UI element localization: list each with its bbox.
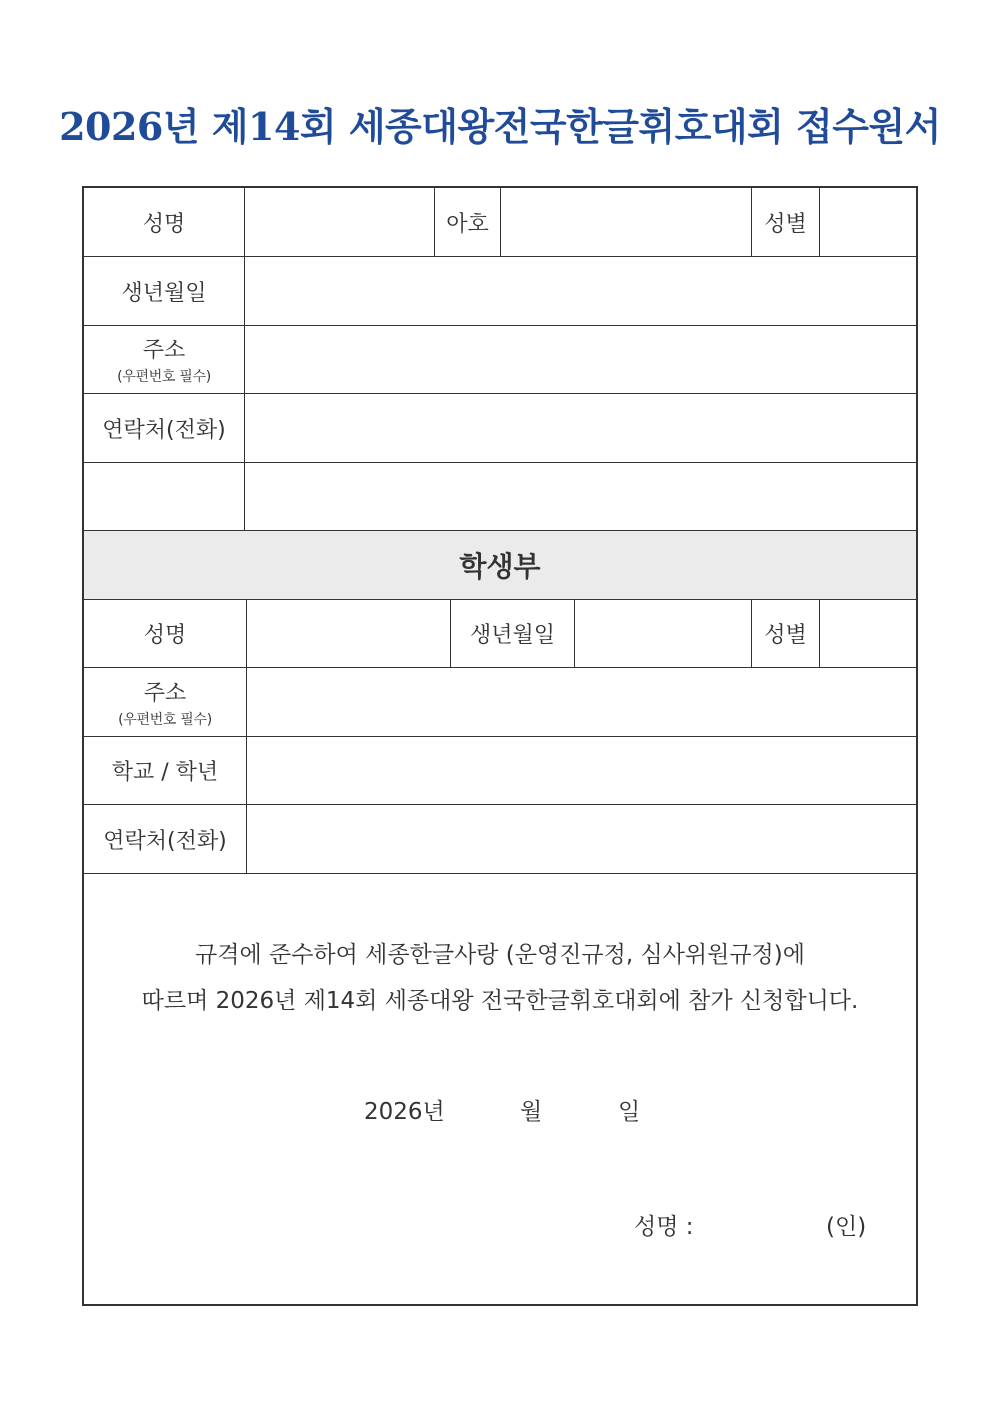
blank-label bbox=[84, 463, 244, 530]
address-label: 주소 bbox=[142, 338, 186, 363]
student-phone-field[interactable] bbox=[247, 805, 916, 873]
extra-field[interactable] bbox=[245, 463, 916, 530]
student-gender-field[interactable] bbox=[820, 600, 916, 667]
date-year: 2026년 bbox=[364, 1099, 445, 1125]
pledge-line-1: 규격에 준수하여 세종한글사랑 (운영진규정, 심사위원규정)에 bbox=[195, 942, 805, 968]
gender-label: 성별 bbox=[764, 211, 807, 237]
birth-label: 생년월일 bbox=[121, 280, 207, 306]
pen-name-field[interactable] bbox=[501, 188, 751, 256]
student-address-label-cell bbox=[84, 668, 246, 736]
student-section-title: 학생부 bbox=[84, 531, 916, 599]
date-month: 월 bbox=[520, 1099, 543, 1125]
student-name-field[interactable] bbox=[247, 600, 450, 667]
phone-field[interactable] bbox=[245, 394, 916, 462]
page-title: 2026년 제14회 세종대왕전국한글휘호대회 접수원서 bbox=[59, 104, 941, 149]
pen-name-label: 아호 bbox=[446, 211, 489, 237]
name-field[interactable] bbox=[245, 188, 434, 256]
student-address-note: (우편번호 필수) bbox=[118, 711, 212, 728]
application-form bbox=[82, 186, 918, 1306]
gender-field[interactable] bbox=[820, 188, 916, 256]
birth-field[interactable] bbox=[245, 257, 916, 325]
row-divider bbox=[84, 873, 916, 874]
name-label: 성명 bbox=[142, 211, 186, 237]
student-phone-label: 연락처(전화) bbox=[103, 828, 227, 854]
address-note: (우편번호 필수) bbox=[117, 369, 211, 385]
student-gender-label: 성별 bbox=[764, 623, 807, 648]
pledge-line-2: 따르며 2026년 제14회 세종대왕 전국한글휘호대회에 참가 신청합니다. bbox=[141, 988, 859, 1014]
date-day: 일 bbox=[618, 1099, 641, 1125]
seal-mark: (인) bbox=[826, 1214, 867, 1240]
school-grade-field[interactable] bbox=[247, 737, 916, 804]
student-birth-label: 생년월일 bbox=[469, 623, 555, 648]
student-address-field[interactable] bbox=[247, 668, 916, 736]
student-address-label: 주소 bbox=[143, 680, 187, 706]
signature-label: 성명 : bbox=[634, 1214, 694, 1240]
phone-label: 연락처(전화) bbox=[102, 417, 226, 443]
student-birth-field[interactable] bbox=[575, 600, 751, 667]
school-grade-label: 학교 / 학년 bbox=[111, 760, 219, 785]
address-field[interactable] bbox=[245, 326, 916, 393]
address-label-cell bbox=[84, 326, 244, 393]
signature-field[interactable] bbox=[704, 1200, 824, 1240]
student-name-label: 성명 bbox=[143, 623, 187, 648]
